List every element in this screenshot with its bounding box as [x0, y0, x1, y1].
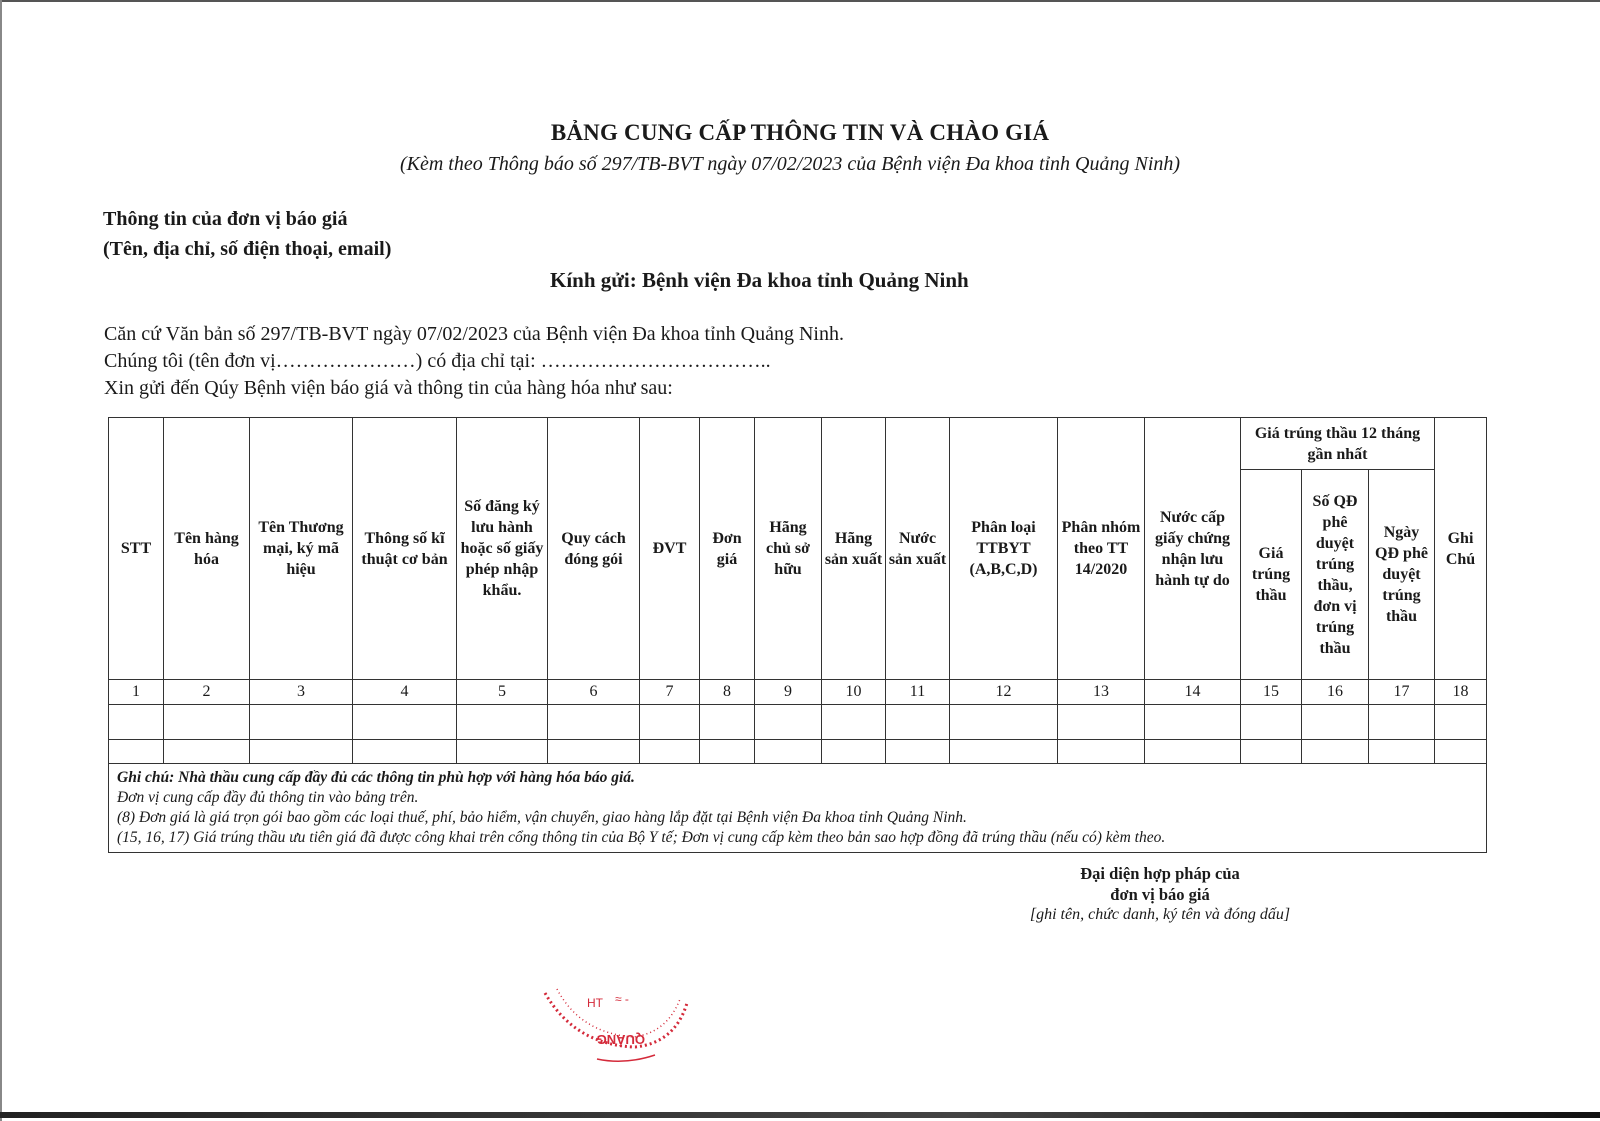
- table-cell[interactable]: [353, 705, 457, 740]
- header-winning-price: Giá trúng thầu: [1241, 470, 1302, 680]
- header-winning-price-group: Giá trúng thầu 12 tháng gần nhất: [1241, 418, 1435, 470]
- table-cell[interactable]: [700, 740, 755, 764]
- note-line-complete: Đơn vị cung cấp đầy đủ thông tin vào bảng trên.: [117, 789, 419, 806]
- table-cell[interactable]: [1241, 705, 1302, 740]
- header-registration-number: Số đăng ký lưu hành hoặc số giấy phép nhập khẩu.: [457, 418, 548, 680]
- column-number: 4: [353, 680, 457, 705]
- svg-text:≈ -: ≈ -: [615, 992, 629, 1006]
- signature-instruction: [ghi tên, chức danh, ký tên và đóng dấu]: [1029, 906, 1291, 923]
- header-stt: STT: [109, 418, 164, 680]
- column-number: 15: [1241, 680, 1302, 705]
- body-line-company: Chúng tôi (tên đơn vị…………………) có địa chỉ tại: ……………………………..: [104, 350, 771, 372]
- header-decision-number: Số QĐ phê duyệt trúng thầu, đơn vị trúng thầu: [1302, 470, 1369, 680]
- header-specs: Thông số kĩ thuật cơ bản: [353, 418, 457, 680]
- table-cell[interactable]: [250, 740, 353, 764]
- header-unit-price: Đơn giá: [700, 418, 755, 680]
- table-cell[interactable]: [109, 705, 164, 740]
- column-number: 13: [1058, 680, 1145, 705]
- notes-cell: [109, 764, 1487, 853]
- top-edge-line: [0, 0, 1600, 2]
- table-cell[interactable]: [353, 740, 457, 764]
- table-cell[interactable]: [457, 740, 548, 764]
- table-cell[interactable]: [822, 705, 886, 740]
- column-number: 14: [1145, 680, 1241, 705]
- notes-row: [109, 764, 1487, 853]
- table-cell[interactable]: [1145, 740, 1241, 764]
- table-cell[interactable]: [1435, 705, 1487, 740]
- svg-text:HT: HT: [587, 996, 603, 1010]
- table-cell[interactable]: [1302, 740, 1369, 764]
- signature-subtitle: đơn vị báo giá: [1110, 885, 1210, 904]
- column-number: 11: [886, 680, 950, 705]
- note-line-contractor: Ghi chú: Nhà thầu cung cấp đầy đủ các thông tin phù hợp với hàng hóa báo giá.: [117, 769, 635, 786]
- table-cell[interactable]: [755, 705, 822, 740]
- column-number: 10: [822, 680, 886, 705]
- table-cell[interactable]: [1302, 705, 1369, 740]
- column-number: 9: [755, 680, 822, 705]
- signature-title: Đại diện hợp pháp của: [1080, 864, 1240, 883]
- column-number: 6: [548, 680, 640, 705]
- quotation-table: [108, 417, 1487, 853]
- header-manufacturer: Hãng sản xuất: [822, 418, 886, 680]
- table-cell[interactable]: [950, 705, 1058, 740]
- table-cell[interactable]: [1369, 740, 1435, 764]
- note-line-unit-price: (8) Đơn giá là giá trọn gói bao gồm các loại thuế, phí, bảo hiểm, vận chuyển, giao hàng lắp đặt tại Bệnh viện Đa khoa tỉnh Quảng Ninh.: [117, 809, 967, 826]
- stamp-text: QUẢNG: [596, 1032, 645, 1047]
- table-cell[interactable]: [1241, 740, 1302, 764]
- vendor-info-heading: Thông tin của đơn vị báo giá: [103, 208, 348, 230]
- header-trade-name: Tên Thương mại, ký mã hiệu: [250, 418, 353, 680]
- header-owner: Hãng chủ sở hữu: [755, 418, 822, 680]
- table-cell[interactable]: [640, 740, 700, 764]
- table-cell[interactable]: [886, 705, 950, 740]
- table-row: [109, 705, 1487, 740]
- column-number: 18: [1435, 680, 1487, 705]
- table-cell[interactable]: [700, 705, 755, 740]
- column-number: 12: [950, 680, 1058, 705]
- table-cell[interactable]: [250, 705, 353, 740]
- table-cell[interactable]: [548, 705, 640, 740]
- table-cell[interactable]: [164, 705, 250, 740]
- header-free-sale-country: Nước cấp giấy chứng nhận lưu hành tự do: [1145, 418, 1241, 680]
- vendor-info-details: (Tên, địa chỉ, số điện thoại, email): [103, 238, 392, 260]
- header-notes: Ghi Chú: [1435, 418, 1487, 680]
- bottom-edge-line: [0, 1112, 1600, 1118]
- table-cell[interactable]: [1435, 740, 1487, 764]
- table-cell[interactable]: [886, 740, 950, 764]
- column-number: 7: [640, 680, 700, 705]
- header-group: Phân nhóm theo TT 14/2020: [1058, 418, 1145, 680]
- red-seal-stamp: [535, 985, 705, 1065]
- header-unit: ĐVT: [640, 418, 700, 680]
- table-cell[interactable]: [109, 740, 164, 764]
- table-cell[interactable]: [548, 740, 640, 764]
- table-cell[interactable]: [164, 740, 250, 764]
- column-number: 3: [250, 680, 353, 705]
- column-number: 5: [457, 680, 548, 705]
- table-row: [109, 740, 1487, 764]
- table-cell[interactable]: [1058, 740, 1145, 764]
- note-line-winning-price: (15, 16, 17) Giá trúng thầu ưu tiên giá đã được công khai trên cổng thông tin của Bộ Y tế; Đơn vị cung cấp kèm theo bản sao hợp đồng đã trúng thầu (nếu có) kèm theo.: [117, 829, 1166, 846]
- column-number: 17: [1369, 680, 1435, 705]
- table-cell[interactable]: [1058, 705, 1145, 740]
- recipient-line: Kính gửi: Bệnh viện Đa khoa tỉnh Quảng Ninh: [550, 268, 969, 292]
- table-cell[interactable]: [457, 705, 548, 740]
- column-number: 2: [164, 680, 250, 705]
- document-title: BẢNG CUNG CẤP THÔNG TIN VÀ CHÀO GIÁ: [550, 120, 1050, 145]
- column-number: 8: [700, 680, 755, 705]
- header-decision-date: Ngày QĐ phê duyệt trúng thầu: [1369, 470, 1435, 680]
- column-number: 1: [109, 680, 164, 705]
- body-line-request: Xin gửi đến Qúy Bệnh viện báo giá và thông tin của hàng hóa như sau:: [104, 377, 673, 399]
- column-number-row: [109, 680, 1487, 705]
- table-cell[interactable]: [822, 740, 886, 764]
- document-subtitle: (Kèm theo Thông báo số 297/TB-BVT ngày 07/02/2023 của Bệnh viện Đa khoa tỉnh Quảng Ninh): [399, 153, 1181, 175]
- table-cell[interactable]: [1369, 705, 1435, 740]
- column-number: 16: [1302, 680, 1369, 705]
- header-product-name: Tên hàng hóa: [164, 418, 250, 680]
- header-country: Nước sản xuất: [886, 418, 950, 680]
- body-line-basis: Căn cứ Văn bản số 297/TB-BVT ngày 07/02/2023 của Bệnh viện Đa khoa tỉnh Quảng Ninh.: [104, 323, 844, 345]
- header-packaging: Quy cách đóng gói: [548, 418, 640, 680]
- table-cell[interactable]: [640, 705, 700, 740]
- table-cell[interactable]: [755, 740, 822, 764]
- table-cell[interactable]: [950, 740, 1058, 764]
- header-classification: Phân loại TTBYT (A,B,C,D): [950, 418, 1058, 680]
- table-cell[interactable]: [1145, 705, 1241, 740]
